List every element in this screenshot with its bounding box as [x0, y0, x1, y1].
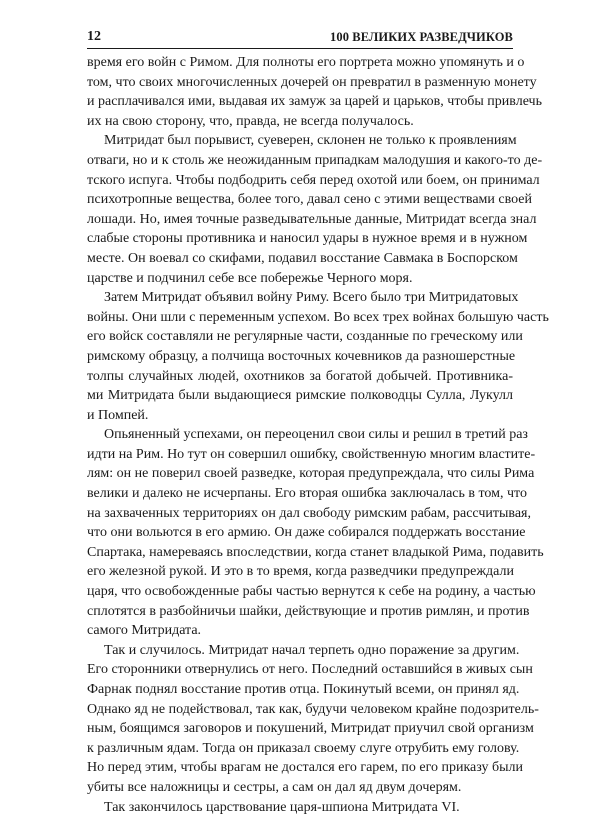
- text-line: самого Митридата.: [87, 623, 202, 639]
- running-header: [87, 26, 513, 49]
- text-line: Митридат был порывист, суеверен, склонен не только к проявлениям: [104, 133, 517, 149]
- text-line: его железной рукой. И это в то время, когда разведчики предупреждали: [87, 564, 514, 580]
- text-line: лошади. Но, имея точные разведывательные данные, Митридат всегда знал: [87, 211, 537, 227]
- paragraph: [87, 641, 539, 798]
- text-line: Так закончилось царствование царя-шпиона Митридата VI.: [104, 799, 460, 815]
- text-line: идти на Рим. Но тут он совершил ошибку, свойственную многим властите-: [87, 446, 536, 462]
- paragraph: [87, 425, 544, 641]
- text-line: царя, что освобожденные рабы частью вернутся к себе на родину, а частью: [87, 584, 536, 600]
- text-line: сплотятся в разбойничьи шайки, действующие и против римлян, и против: [87, 603, 530, 619]
- text-line: толпы случайных людей, охотников за богатой добычей. Противника-: [87, 368, 513, 384]
- running-title: 100 ВЕЛИКИХ РАЗВЕДЧИКОВ: [330, 30, 513, 44]
- text-line: ми Митридата были выдающиеся римские полководцы Сулла, Лукулл: [87, 388, 513, 404]
- text-line: убиты все наложницы и сестры, а сам он дал яд двум дочерям.: [87, 779, 462, 795]
- text-line: психотропные вещества, более того, давал сено с этими веществами своей: [87, 192, 532, 208]
- text-line: их на свою сторону, что, правда, не всегда получалось.: [87, 113, 414, 129]
- text-line: Но перед этим, чтобы врагам не достался его гарем, по его приказу были: [87, 760, 524, 776]
- text-line: и Помпей.: [87, 407, 149, 423]
- text-line: Фарнак поднял восстание против отца. Покинутый всеми, он принял яд.: [87, 682, 520, 697]
- text-line: на захваченных территориях он дал свободу римским рабам, рассчитывая,: [87, 505, 532, 521]
- paragraph: [87, 53, 542, 131]
- body-text: [87, 53, 549, 817]
- paragraph: [87, 131, 543, 288]
- paragraph: [87, 798, 513, 817]
- text-line: Так и случилось. Митридат начал терпеть одно поражение за другим.: [104, 642, 520, 658]
- text-line: Спартака, намереваясь впоследствии, когда станет владыкой Рима, подавить: [87, 544, 544, 560]
- paragraph: [87, 288, 549, 425]
- text-line: ным, боящимся заговоров и покушений, Митридат приучил свой организм: [87, 721, 534, 737]
- text-line: лям: он не поверил своей разведке, которая предупреждала, что силы Рима: [87, 466, 535, 482]
- text-line: Его сторонники отвернулись от него. Последний оставшийся в живых сын: [87, 662, 533, 678]
- text-line: месте. Он воевал со скифами, подавил восстание Савмака в Боспорском: [87, 250, 518, 266]
- text-line: том, что своих многочисленных дочерей он превратил в разменную монету: [87, 74, 537, 90]
- text-line: тского испуга. Чтобы подбодрить себя перед охотой или боем, он принимал: [87, 172, 540, 188]
- text-line: что они вольются в его армию. Он даже собирался поддержать восстание: [87, 525, 526, 541]
- text-line: Опьяненный успехами, он переоценил свои силы и решил в третий раз: [104, 427, 528, 443]
- text-line: велики и далеко не исчерпаны. Его вторая ошибка заключалась в том, что: [87, 486, 527, 502]
- text-line: отваги, но и к столь же неожиданным припадкам малодушия и какого-то де-: [87, 152, 543, 168]
- text-line: слабые стороны противника и наносил удары в нужное время и в нужном: [87, 231, 528, 247]
- text-line: время его войн с Римом. Для полноты его портрета можно упомянуть и о: [87, 55, 525, 70]
- text-line: римскому образцу, а полчища восточных кочевников да разношерстные: [87, 348, 516, 364]
- text-line: и расплачивался ими, выдавая их замуж за царей и царьков, чтобы привлечь: [87, 94, 542, 110]
- text-line: Затем Митридат объявил войну Риму. Всего было три Митридатовых: [104, 290, 519, 306]
- text-line: его войск составляли не регулярные части, созданные по греческому или: [87, 329, 523, 345]
- text-line: Однако яд не подействовал, так как, будучи человеком крайне подозритель-: [87, 701, 539, 717]
- text-line: войны. Они шли с переменным успехом. Во всех трех войнах большую часть: [87, 309, 549, 325]
- page-number: 12: [87, 29, 101, 44]
- text-line: к различным ядам. Тогда он приказал своему слуге отрубить ему голову.: [87, 740, 520, 756]
- text-line: царстве и подчинил себе все побережье Черного моря.: [87, 270, 413, 286]
